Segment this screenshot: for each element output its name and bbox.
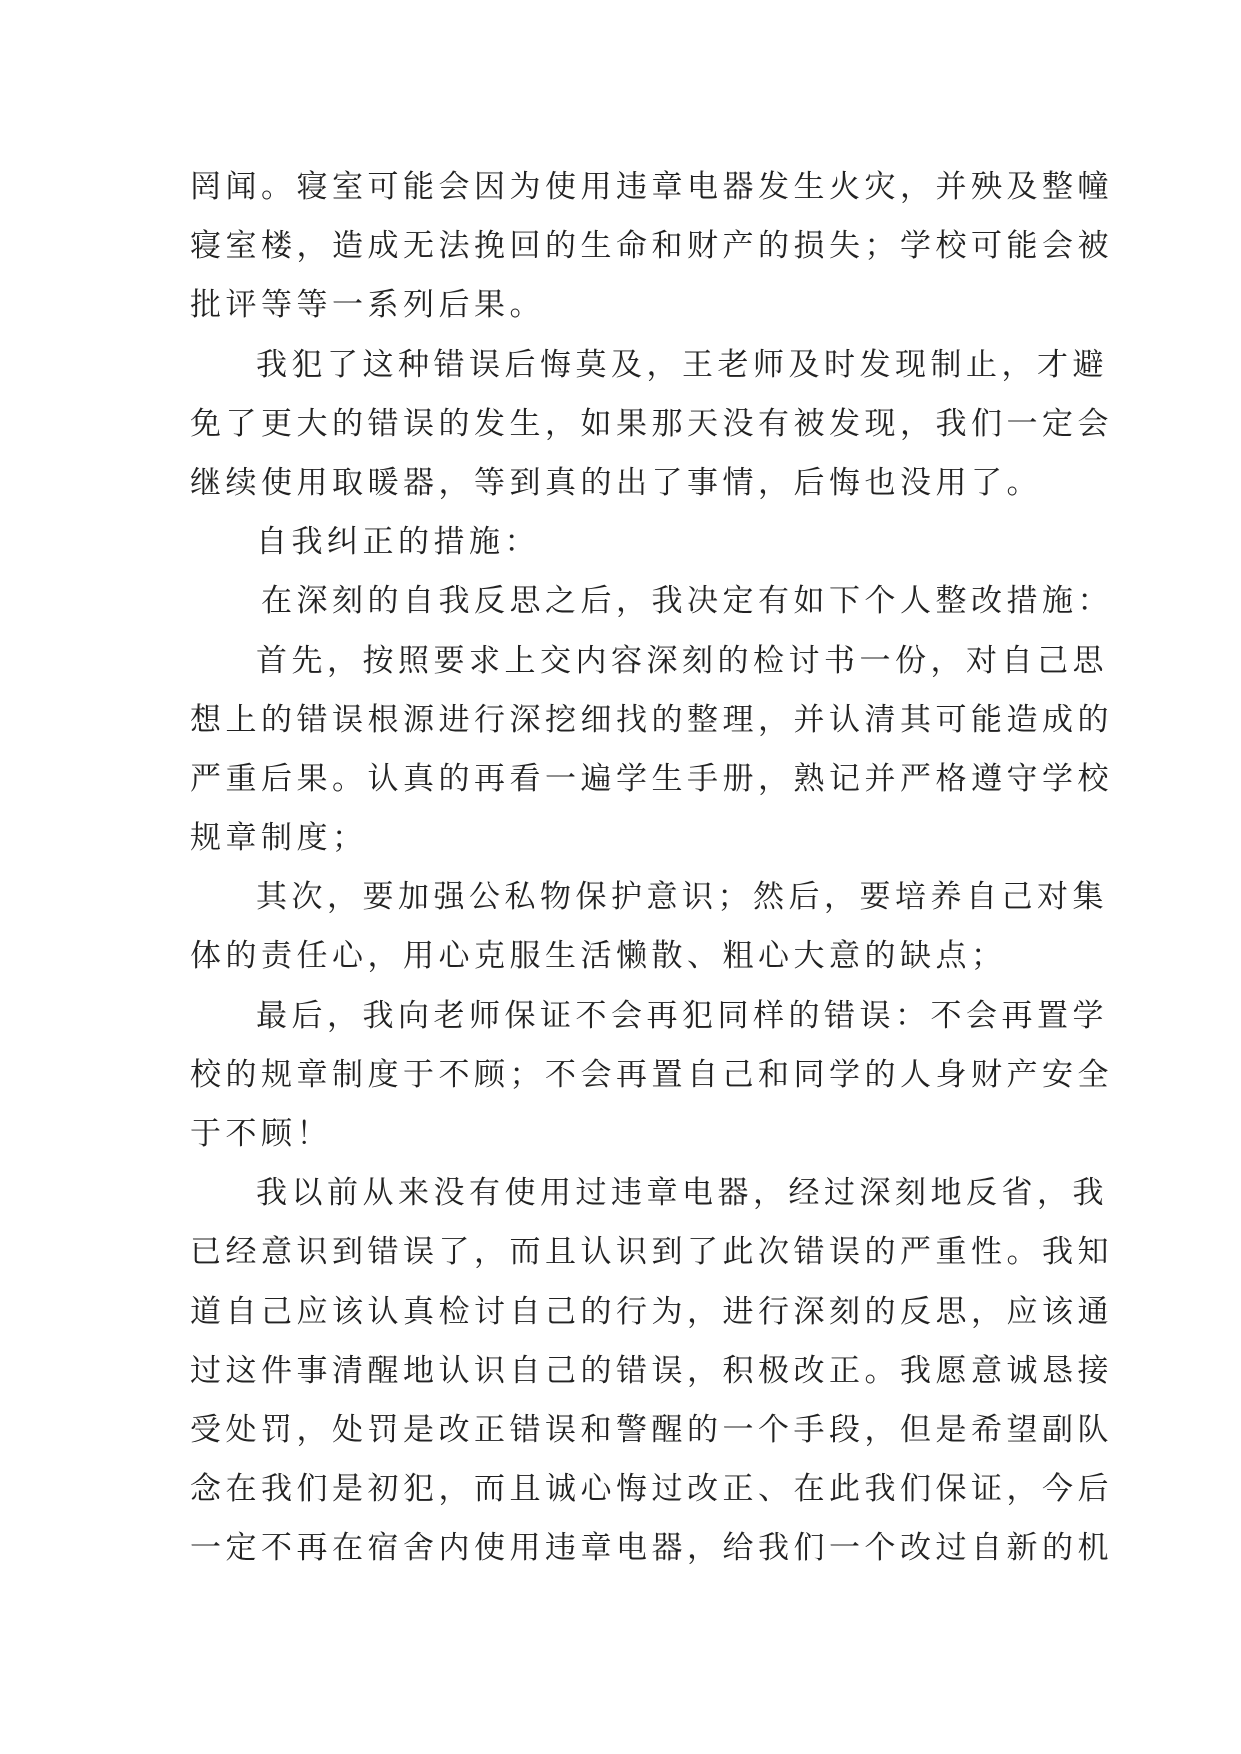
section-heading: 自我纠正的措施：: [256, 524, 540, 561]
text-line: 一定不再在宿舍内使用违章电器，给我们一个改过自新的机: [190, 1530, 1113, 1567]
text-line: 规章制度；: [190, 820, 368, 857]
text-line: 严重后果。认真的再看一遍学生手册，熟记并严格遵守学校: [190, 760, 1113, 797]
text-line: 校的规章制度于不顾；不会再置自己和同学的人身财产安全: [190, 1056, 1113, 1093]
text-line: 想上的错误根源进行深挖细找的整理，并认清其可能造成的: [190, 701, 1113, 738]
paragraph-start-line: 我犯了这种错误后悔莫及，王老师及时发现制止，才避: [256, 346, 1108, 383]
text-line: 受处罚，处罚是改正错误和警醒的一个手段，但是希望副队: [190, 1411, 1113, 1448]
text-line: 寝室楼，造成无法挽回的生命和财产的损失；学校可能会被: [190, 228, 1113, 265]
text-line: 罔闻。寝室可能会因为使用违章电器发生火灾，并殃及整幢: [190, 169, 1113, 205]
text-line: 已经意识到错误了，而且认识到了此次错误的严重性。我知: [190, 1234, 1113, 1271]
text-line: 念在我们是初犯，而且诚心悔过改正、在此我们保证，今后: [190, 1471, 1113, 1508]
text-line: 道自己应该认真检讨自己的行为，进行深刻的反思，应该通: [190, 1293, 1113, 1330]
paragraph-start-line: 我以前从来没有使用过违章电器，经过深刻地反省，我: [256, 1175, 1108, 1212]
text-line: 继续使用取暖器，等到真的出了事情，后悔也没用了。: [190, 464, 1042, 501]
paragraph-start-line: 其次，要加强公私物保护意识；然后，要培养自己对集: [256, 879, 1108, 916]
text-line: 过这件事清醒地认识自己的错误，积极改正。我愿意诚恳接: [190, 1352, 1113, 1389]
text-line: 于不顾！: [190, 1116, 332, 1152]
paragraph-start-line: 首先，按照要求上交内容深刻的检讨书一份，对自己思: [256, 642, 1108, 679]
paragraph-start-line: 最后，我向老师保证不会再犯同样的错误：不会再置学: [256, 997, 1108, 1034]
text-line: 免了更大的错误的发生，如果那天没有被发现，我们一定会: [190, 405, 1113, 442]
text-line: 批评等等一系列后果。: [190, 287, 545, 324]
text-line: 体的责任心，用心克服生活懒散、粗心大意的缺点；: [190, 938, 1007, 975]
paragraph-start-line: 在深刻的自我反思之后，我决定有如下个人整改措施：: [261, 583, 1113, 620]
document-body: [190, 158, 1113, 1579]
